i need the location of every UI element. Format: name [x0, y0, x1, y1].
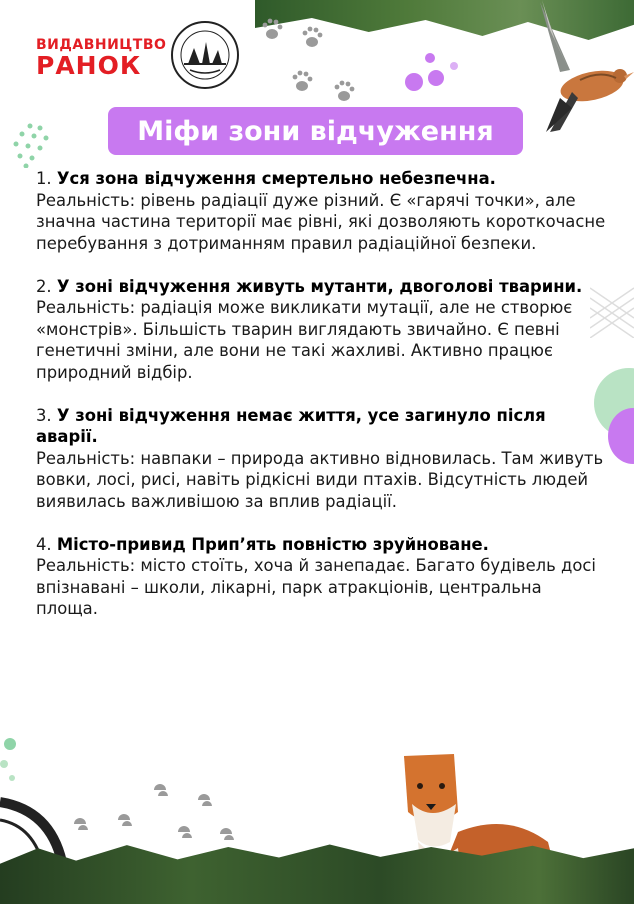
myth-number: 4.: [36, 534, 52, 554]
myths-list: [36, 168, 606, 641]
myth-number: 3.: [36, 405, 52, 425]
myth-reality: Реальність: навпаки – природа активно відновилась. Там живуть вовки, лосі, рисі, навіть рідкісні види птахів. Відсутність людей виявилась важливішою за вплив радіації.: [36, 448, 604, 511]
decor-dots-bottom: [0, 730, 30, 790]
myth-number: 2.: [36, 276, 52, 296]
page-title: Міфи зони відчуження: [137, 115, 494, 147]
myth-reality: Реальність: рівень радіації дуже різний. Є «гарячі точки», але значна частина території має рівні, які дозволяють короткочасне перебування з дотриманням правил радіаційної безпеки.: [36, 190, 606, 253]
myth-number: 1.: [36, 169, 52, 188]
bird-icon: [520, 0, 634, 140]
decor-dots: [400, 50, 470, 98]
logo-line1: ВИДАВНИЦТВО: [36, 37, 167, 53]
paw-print-icon: [258, 14, 358, 104]
myth-statement: У зоні відчуження немає життя, усе загинуло після аварії.: [36, 405, 546, 446]
logo-line2: РАНОК: [36, 51, 142, 80]
myth-reality: Реальність: місто стоїть, хоча й занепадає. Багато будівель досі впізнавані – школи, лікарні, парк атракціонів, центральна площа.: [36, 556, 596, 618]
publisher-logo: [36, 37, 167, 80]
myth-item: [36, 168, 606, 254]
myth-statement: У зоні відчуження живуть мутанти, двоголові тварини.: [56, 276, 583, 296]
myth-item: [36, 405, 606, 513]
myth-reality: Реальність: радіація може викликати мутації, але не створює «монстрів». Більшість тварин виглядають звичайно. Є певні генетичні зміни, але вони не такі жахливі. Активно працює природний відбір.: [36, 298, 573, 382]
decor-dots-green: [10, 120, 56, 168]
myth-statement: Уся зона відчуження смертельно небезпечна.: [56, 169, 496, 188]
myth-item: [36, 534, 606, 620]
title-banner: [108, 107, 523, 155]
myth-statement: Місто-привид Прип’ять повністю зруйноване.: [56, 534, 489, 554]
myth-item: [36, 276, 606, 384]
seal-logo: [170, 20, 240, 90]
